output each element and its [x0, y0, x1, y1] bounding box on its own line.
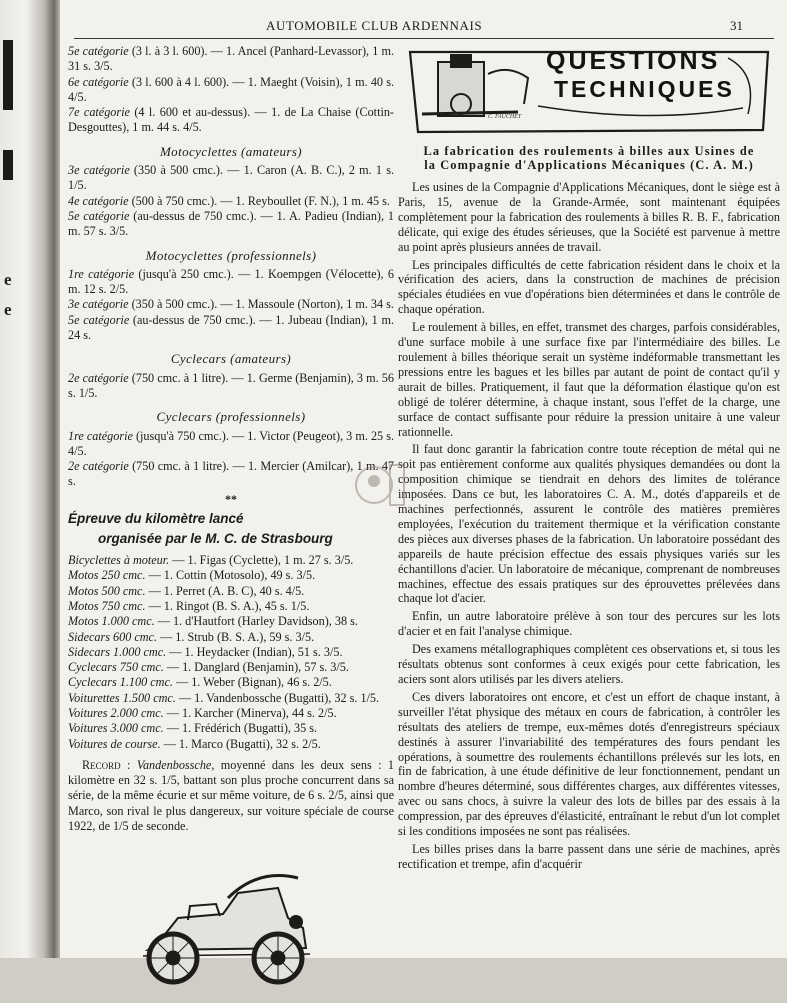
binding-dark-strip: [3, 40, 13, 110]
section-title: Cyclecars (professionnels): [156, 409, 306, 425]
article-paragraph: Enfin, un autre laboratoire prélève à son tour des percures sur les lots d'acier et en fait l'analyse chimique.: [398, 609, 780, 639]
section-title: Motocyclettes (professionnels): [145, 247, 317, 263]
result-line: 5e catégorie (au-dessus de 750 cmc.). — 1. A. Padieu (Indian), 1 m. 57 s. 3/5.: [68, 208, 395, 239]
result-line: 6e catégorie (3 l. 600 à 4 l. 600). — 1. Maeght (Voisin), 1 m. 40 s. 4/5.: [68, 74, 394, 104]
section-title: Motocyclettes (amateurs): [159, 143, 303, 159]
magazine-page: [60, 0, 787, 958]
kilometre-result-line: Motos 500 cmc. — 1. Perret (A. B. C), 40 s. 4/5.: [68, 583, 305, 598]
article-paragraph: Les principales difficultés de cette fabrication résident dans le choix et la vérification des aciers, dans la construction de machines de précision spéciales étudiées en vue d'opérations bien déterminées et dans le contrôle de chaque opération.: [398, 257, 780, 317]
questions-techniques-banner: [398, 44, 780, 138]
banner-title-line2: TECHNIQUES: [554, 76, 735, 102]
kilometre-results: [68, 553, 394, 752]
kilometre-result-line: Cyclecars 1.100 cmc. — 1. Weber (Bignan), 46 s. 2/5.: [68, 675, 332, 690]
binding-letter-mark: e: [4, 300, 12, 319]
article-paragraph: Les usines de la Compagnie d'Applications Mécaniques, dont le siège est à Paris, 15, avenue de la Grande-Armée, sont maintenant équipées complètement pour la fabrication des roulements à billes R. B. F., fabrication délicate, qui exige des études sérieuses, que la Société est parvenue à mettre au point après plusieurs années de travail.: [398, 180, 780, 254]
binding-letter-mark: e: [4, 270, 12, 289]
record-paragraph: Record : Vandenbossche, moyenné dans les deux sens : 1 kilomètre en 32 s. 1/5, battant son plus proche concurrent dans sa série, de la même écurie et sur même voiture, de 6 s. 2/5, ainsi que Marco, son rival le plus dangereux, sur voiture spéciale de course 1922, de 1/5 de seconde.: [68, 757, 394, 834]
result-line: 4e catégorie (500 à 750 cmc.). — 1. Reyboullet (F. N.), 1 m. 45 s.: [68, 193, 390, 208]
result-line: 1re catégorie (jusqu'à 250 cmc.). — 1. Koempgen (Vélocette), 6 m. 12 s. 2/5.: [68, 266, 394, 297]
kilometre-result-line: Sidecars 1.000 cmc. — 1. Heydacker (Indian), 51 s. 3/5.: [68, 644, 343, 659]
library-stamp-icon: [350, 455, 410, 515]
banner-title-line1: QUESTIONS: [546, 47, 721, 75]
header-rule: [74, 38, 774, 39]
article-paragraph: Il faut donc garantir la fabrication contre toute réception de métal qui ne soit pas entièrement conforme aux qualités physiques demandées ou dont la composition chimique se tiendrait en dehors des limites de tolérance imposées. Dans ce but, les laboratoires C. A. M., dotés d'appareils et de machines perfectionnés, assurent le contrôle des matières premières employées, l'exécution du traitement thermique et la vérification constante des pièces aux diverses phases de la fabrication. Un laboratoire possédant des appareils de haute précision effectue des essais physiques variés sur les échantillons d'acier. Un laboratoire de mécanique, comprenant de nombreuses machines, effectue des essais pratiques sur des éprouvettes prélevées dans chaque lot d'acier.: [398, 442, 780, 606]
result-line: 5e catégorie (3 l. à 3 l. 600). — 1. Ancel (Panhard-Levassor), 1 m. 31 s. 3/5.: [68, 44, 394, 74]
article-paragraph: Les billes prises dans la barre passent dans une série de machines, après rectification et trempe, afin d'acquérir: [398, 841, 780, 871]
kilometre-result-line: Motos 250 cmc. — 1. Cottin (Motosolo), 49 s. 3/5.: [68, 568, 316, 583]
kilometre-result-line: Motos 750 cmc. — 1. Ringot (B. S. A.), 45 s. 1/5.: [68, 598, 310, 613]
kilometre-result-line: Voiturettes 1.500 cmc. — 1. Vandenbossche (Bugatti), 32 s. 1/5.: [68, 690, 380, 705]
article-paragraph: Ces divers laboratoires ont encore, et c'est un effort de chaque instant, à surveiller l'état physique des métaux en cours de fabrication, à contrôler les résultats des ateliers de trempe, eux-mêmes dotés d'enregistreurs spéciaux destinés à assurer l'invariabilité des températures des fours pendant les opérations, à soumettre des roulements échantillons prélevés sur les lots, en fin de fabrication, à une étude définitive de leur fonctionnement, pendant un nombre d'heures déterminé, sous différentes charges, aux différentes vitesses, avec ou sans chocs, à suivre la valeur des lots de billes par des essais à la compression, par des épreuves d'élasticité, entraînant le rebut d'un lot complet si les conditions imposées ne sont pas réalisées.: [398, 689, 780, 839]
result-line: 5e catégorie (au-dessus de 750 cmc.). — 1. Jubeau (Indian), 1 m. 24 s.: [68, 312, 394, 343]
kilometre-result-line: Voitures de course. — 1. Marco (Bugatti), 32 s. 2/5.: [68, 736, 321, 751]
page-header: [60, 18, 787, 38]
section-separator-stars: **: [225, 491, 237, 506]
result-line: 7e catégorie (4 l. 600 et au-dessus). — 1. de La Chaise (Cottin-Desgouttes), 1 m. 44 s. 4/5.: [68, 105, 394, 135]
banner-artist-signature: C. FAUCHET: [488, 114, 522, 120]
running-title: AUTOMOBILE CLUB ARDENNAIS: [266, 18, 483, 33]
kilometre-result-line: Bicyclettes à moteur. — 1. Figas (Cyclette), 1 m. 27 s. 3/5.: [68, 553, 354, 568]
vintage-car-illustration: [128, 848, 318, 998]
binding-dark-strip: [3, 150, 13, 180]
article-paragraph: Des examens métallographiques complètent ces observations et, si tous les résultats obtenus sont conformes à ceux exigés pour cette fabrication, les aciers sont alors utilisés par les divers ateliers.: [398, 642, 780, 686]
result-line: 1re catégorie (jusqu'à 750 cmc.). — 1. Victor (Peugeot), 3 m. 25 s. 4/5.: [68, 428, 394, 458]
right-column: [398, 44, 780, 875]
kilometre-subheading: organisée par le M. C. de Strasbourg: [98, 531, 333, 547]
article-body: [398, 180, 780, 872]
kilometre-result-line: Sidecars 600 cmc. — 1. Strub (B. S. A.), 59 s. 3/5.: [68, 629, 315, 644]
kilometre-result-line: Cyclecars 750 cmc. — 1. Danglard (Benjamin), 57 s. 3/5.: [68, 660, 349, 675]
kilometre-result-line: Motos 1.000 cmc. — 1. d'Hautfort (Harley Davidson), 38 s.: [68, 614, 358, 629]
article-title: La fabrication des roulements à billes aux Usines de la Compagnie d'Applications Mécaniques (C. A. M.): [423, 144, 755, 172]
result-line: 3e catégorie (350 à 500 cmc.). — 1. Caron (A. B. C.), 2 m. 1 s. 1/5.: [68, 163, 394, 193]
kilometre-result-line: Voitures 3.000 cmc. — 1. Frédérich (Bugatti), 35 s.: [68, 721, 318, 736]
result-line: 3e catégorie (350 à 500 cmc.). — 1. Massoule (Norton), 1 m. 34 s.: [68, 297, 394, 312]
kilometre-heading: Épreuve du kilomètre lancé: [68, 511, 244, 527]
section-title: Cyclecars (amateurs): [170, 351, 292, 367]
page-binding-edge: [0, 0, 60, 958]
left-column: [68, 44, 394, 1003]
kilometre-result-line: Voitures 2.000 cmc. — 1. Karcher (Minerva), 44 s. 2/5.: [68, 705, 337, 720]
article-paragraph: Le roulement à billes, en effet, transmet des charges, parfois considérables, d'une surface mobile à une surface fixe par l'intermédiaire des billes. Le roulement à billes théorique serait un système indéformable transmettant les pressions entre les bagues et les billes par autant de point de contact qu'il y aurait de billes. Pratiquement, il faut que la déformation élastique qu'on est obligé de tolérer détermine, à chaque instant, sous l'effet de la charge, une surface de contact suffisante pour réduire la pression unitaire à une valeur rationnelle.: [398, 320, 780, 439]
page-number: 31: [730, 18, 743, 33]
result-line: 2e catégorie (750 cmc. à 1 litre). — 1. Mercier (Amilcar), 1 m. 47 s.: [68, 459, 395, 489]
intro-results: [68, 44, 394, 136]
result-line: 2e catégorie (750 cmc. à 1 litre). — 1. Germe (Benjamin), 3 m. 56 s. 1/5.: [68, 370, 394, 400]
